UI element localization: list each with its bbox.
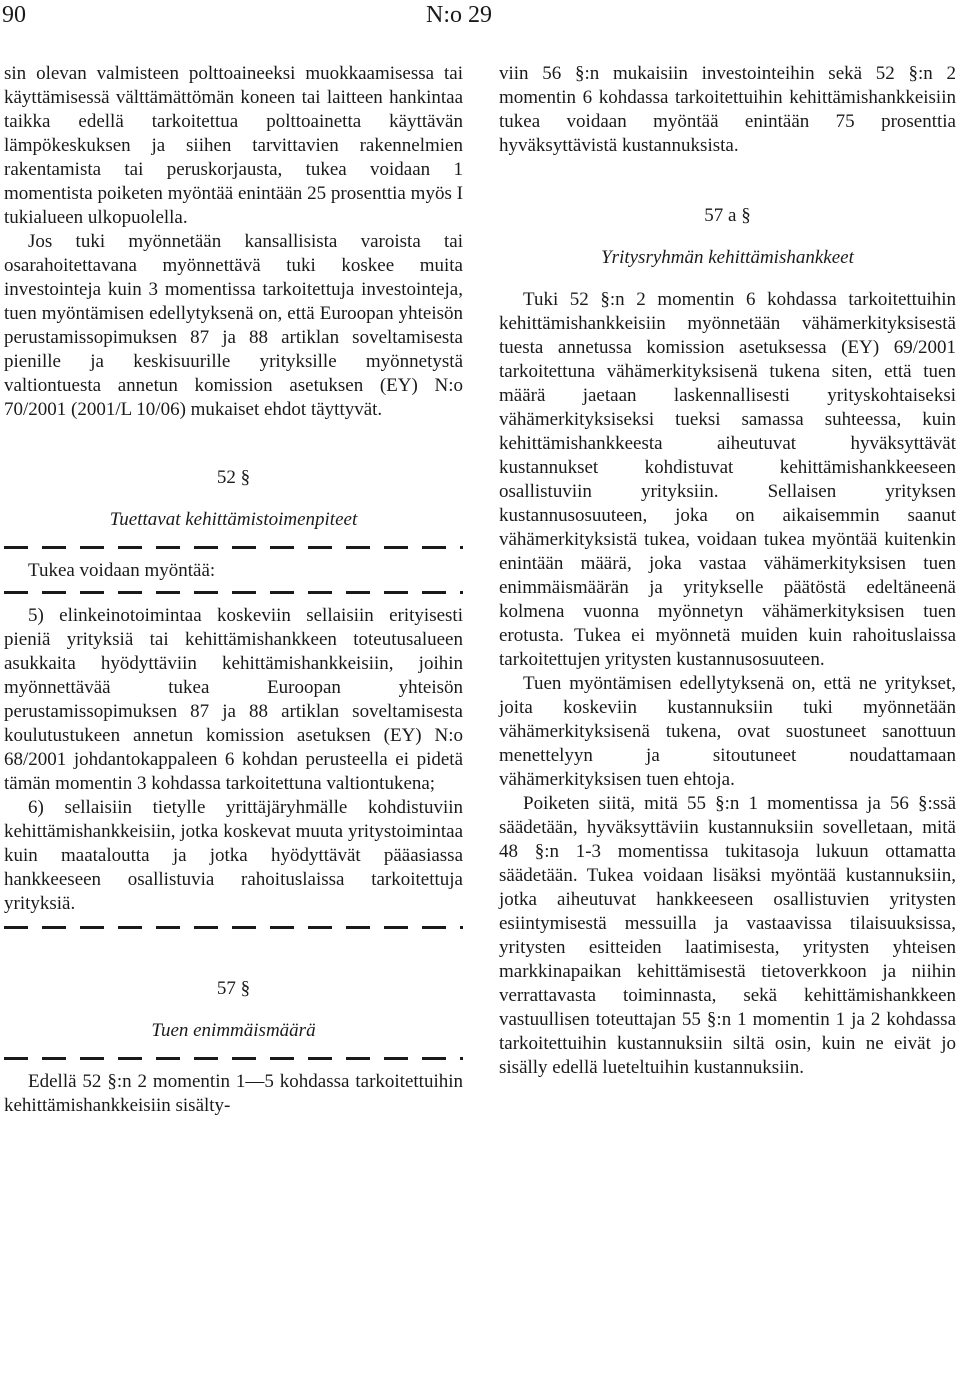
section-title: Tuettavat kehittämistoimenpiteet: [109, 509, 358, 530]
right-column: [499, 62, 956, 1080]
section-number: 52 §: [216, 467, 251, 488]
omission-dashes: [4, 926, 463, 929]
paragraph: Jos tuki myönnetään kansallisista varoista tai osarahoitettavana myönnettävä tuki koskee muita investointeja kuin 3 momentissa tarkoitettuja investointeja, tuen myöntämisen edellytyksenä on, että Euroopan yhteisön perustamissopimuksen 87 ja 88 artiklan soveltamisesta pienille ja keskisuurille yrityksille myönnetystä valtiontuesta annetun komission asetuksen (EY) N:o 70/2001 (2001/L 10/06) mukaiset ehdot täyttyvät.: [4, 231, 463, 420]
section-number: 57 a §: [704, 205, 751, 226]
section-title: Tuen enimmäismäärä: [151, 1020, 316, 1041]
paragraph: Tuki 52 §:n 2 momentin 6 kohdassa tarkoitettuihin kehittämishankkeisiin myönnetään vähämerkityksisestä tuesta annetussa komission asetuksessa (EY) 69/2001 tarkoitettuna vähämerkityksisenä tukena siten, että tuen määrä jaetaan laskennallisesti yrityskohtaiseksi vähämerkityksiseksi tueksi samassa suhteessa, kuin kehittämishankkeesta aiheutuvat hyväksyttävät kustannukset kohdistuvat kehittämishankkeeseen osallistuviin yrityksiin. Sellaisen yrityksen kustannusosuuteen, joka on aikaisemmin saanut vähämerkityksistä tukea, voidaan tukea myöntää kuitenkin enintään määrä, joka vastaa vähämerkityksisen tuen enimmäismäärän ja yritykselle päätöstä edeltäneenä kolmena vuonna myönnetyn vähämerkityksisen tuen erotusta. Tukea ei myönnetä muiden kuin rahoituslaissa tarkoitettujen yritysten kustannusosuuteen.: [499, 289, 956, 670]
omission-dashes: [4, 591, 463, 594]
paragraph: Edellä 52 §:n 2 momentin 1—5 kohdassa tarkoitettuihin kehittämishankkeisiin sisälty-: [4, 1071, 463, 1116]
left-column: [4, 62, 463, 1118]
omission-dashes: [4, 1057, 463, 1060]
list-item: 6) sellaisiin tietylle yrittäjäryhmälle kohdistuviin kehittämishankkeisiin, jotka koskevat muuta yritystoimintaa kuin maataloutta ja jotka hyödyttävät pääasiassa hankkeeseen osallistuvia rahoituslaissa tarkoitettuja yrityksiä.: [4, 797, 463, 914]
paragraph: sin olevan valmisteen polttoaineeksi muokkaamisessa tai käyttämisessä välttämättömän koneen tai laitteen hankintaa taikka edellä tarkoitettua polttoainetta käyttävän lämpökeskuksen ja siihen tarvittavien rakennelmien rakentamista tai peruskorjausta, tukea voidaan 1 momentista poiketen myöntää enintään 25 prosenttia myös I tukialueen ulkopuolella.: [4, 63, 463, 228]
section-number: 57 §: [216, 978, 251, 999]
page-header: [0, 0, 960, 40]
omission-dashes: [4, 546, 463, 549]
paragraph: Poiketen siitä, mitä 55 §:n 1 momentissa ja 56 §:ssä säädetään, hyväksyttäviin kustannuksiin sovelletaan, mitä 48 §:n 1-3 momentissa tukitasoja lukuun ottamatta säädetään. Tukea voidaan lisäksi myöntää kustannuksiin, jotka aiheutuvat hankkeeseen osallistuvien yritysten esiintymisestä messuilla ja vastaavissa tilaisuuksissa, yritysten esitteiden laatimisesta, yritysten yhteisen markkinapaikan kehittämisestä tietoverkkoon ja niihin verrattavasta toiminnasta, sekä kehittämishankkeen vastuullisen toteuttajan 55 §:n 1 momentin 1 ja 2 kohdassa tarkoitettuihin kustannuksiin siltä osin, kuin ne eivät jo sisälly edellä lueteltuihin kustannuksiin.: [499, 793, 956, 1078]
section-title: Yritysryhmän kehittämishankkeet: [601, 247, 854, 268]
page-number: 90: [2, 2, 26, 28]
document-number: N:o 29: [426, 2, 492, 28]
paragraph: Tukea voidaan myöntää:: [28, 560, 216, 581]
paragraph: Tuen myöntämisen edellytyksenä on, että ne yritykset, joita koskeviin kustannuksiin tuki myönnetään vähämerkityksisenä tukena, ovat suostuneet sanottuun menettelyyn ja sitoutuneet noudattamaan vähämerkityksisen tuen ehtoja.: [499, 673, 956, 790]
list-item: 5) elinkeinotoimintaa koskeviin sellaisiin erityisesti pieniä yrityksiä tai kehittämishankkeen toteutusalueen asukkaita hyödyttäviin kehittämishankkeisiin, joihin myönnettävää tukea Euroopan yhteisön perustamissopimuksen 87 ja 88 artiklan soveltamisesta koulutustukeen annetun komission asetuksen (EY) N:o 68/2001 johdantokappaleen 6 kohdan perusteella ei pidetä tämän momentin 3 kohdassa tarkoitettuna valtiontukena;: [4, 605, 463, 794]
paragraph: viin 56 §:n mukaisiin investointeihin sekä 52 §:n 2 momentin 6 kohdassa tarkoitettuihin kehittämishankkeisiin tukea voidaan myöntää enintään 75 prosenttia hyväksyttävistä kustannuksista.: [499, 63, 956, 156]
